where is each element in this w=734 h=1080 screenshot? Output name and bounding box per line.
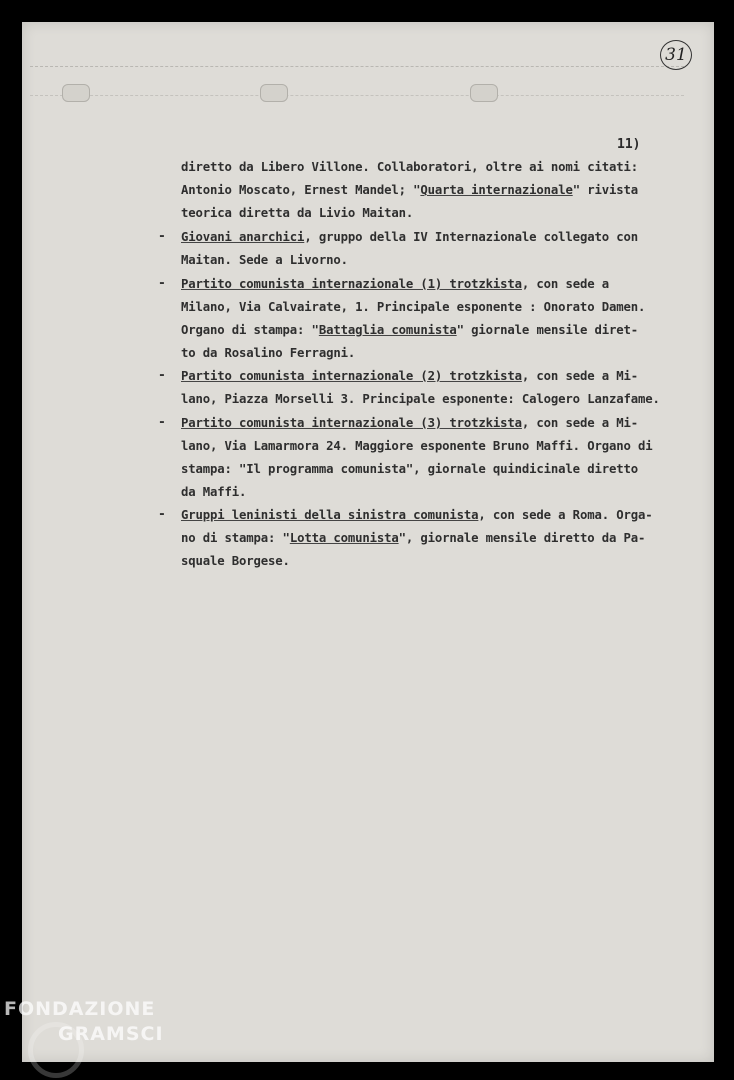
bullet-dash: -	[158, 507, 166, 522]
text-segment: " giornale mensile diret-	[456, 323, 638, 337]
underlined-title: Battaglia comunista	[318, 323, 457, 337]
logo-line-2: GRAMSCI	[58, 1023, 164, 1045]
text-segment: , con sede a Mi-	[521, 369, 638, 383]
text-segment: teorica diretta da Livio Maitan.	[181, 206, 414, 220]
text-segment: Antonio Moscato, Ernest Mandel; "	[181, 183, 421, 197]
text-line	[181, 206, 413, 220]
text-segment: , con sede a	[521, 277, 609, 291]
binder-clip	[470, 84, 498, 102]
text-segment: , con sede a Roma. Orga-	[478, 508, 653, 522]
text-line	[181, 277, 609, 291]
logo-line-1: FONDAZIONE	[4, 998, 156, 1020]
text-segment: lano, Via Lamarmora 24. Maggiore esponente Bruno Maffi. Organo di	[181, 439, 653, 453]
underlined-title: Partito comunista internazionale (3) trotzkista	[181, 416, 522, 430]
underlined-title: Gruppi leninisti della sinistra comunista	[181, 508, 479, 522]
underlined-title: Partito comunista internazionale (2) trotzkista	[181, 369, 522, 383]
text-line	[181, 439, 652, 453]
bullet-dash: -	[158, 229, 166, 244]
text-line	[181, 300, 645, 314]
binder-clip	[62, 84, 90, 102]
text-line	[181, 323, 638, 337]
text-line	[181, 462, 638, 476]
text-segment: , gruppo della IV Internazionale collegato con	[304, 230, 638, 244]
binding-strip	[30, 66, 684, 96]
text-segment: " rivista	[572, 183, 638, 197]
text-line	[181, 346, 355, 360]
fondazione-gramsci-logo	[4, 1000, 164, 1044]
page-number: 11)	[617, 137, 641, 152]
text-segment: da Maffi.	[181, 485, 247, 499]
text-segment: , con sede a Mi-	[521, 416, 638, 430]
underlined-title: Lotta comunista	[289, 531, 399, 545]
text-line	[181, 369, 638, 383]
text-segment: stampa: "Il programma comunista", giornale quindicinale diretto	[181, 462, 638, 476]
text-line	[181, 416, 638, 430]
bullet-dash: -	[158, 276, 166, 291]
text-segment: ", giornale mensile diretto da Pa-	[398, 531, 646, 545]
text-segment: to da Rosalino Ferragni.	[181, 346, 356, 360]
underlined-title: Partito comunista internazionale (1) trotzkista	[181, 277, 522, 291]
bullet-dash: -	[158, 415, 166, 430]
text-line	[181, 485, 246, 499]
text-segment: diretto da Libero Villone. Collaboratori, oltre ai nomi citati:	[181, 160, 638, 174]
archive-number: 31	[660, 40, 692, 70]
text-line	[181, 183, 638, 197]
underlined-title: Quarta internazionale	[420, 183, 573, 197]
text-line	[181, 508, 652, 522]
binder-clip	[260, 84, 288, 102]
text-segment: lano, Piazza Morselli 3. Principale esponente: Calogero Lanzafame.	[181, 392, 660, 406]
text-line	[181, 554, 290, 568]
underlined-title: Giovani anarchici	[181, 230, 305, 244]
text-line	[181, 160, 638, 174]
text-segment: Organo di stampa: "	[181, 323, 319, 337]
text-line	[181, 253, 348, 267]
text-segment: squale Borgese.	[181, 554, 290, 568]
text-segment: Maitan. Sede a Livorno.	[181, 253, 348, 267]
text-line	[181, 392, 660, 406]
text-segment: Milano, Via Calvairate, 1. Principale esponente : Onorato Damen.	[181, 300, 646, 314]
text-line	[181, 230, 638, 244]
text-segment: no di stampa: "	[181, 531, 290, 545]
text-line	[181, 531, 645, 545]
bullet-dash: -	[158, 368, 166, 383]
